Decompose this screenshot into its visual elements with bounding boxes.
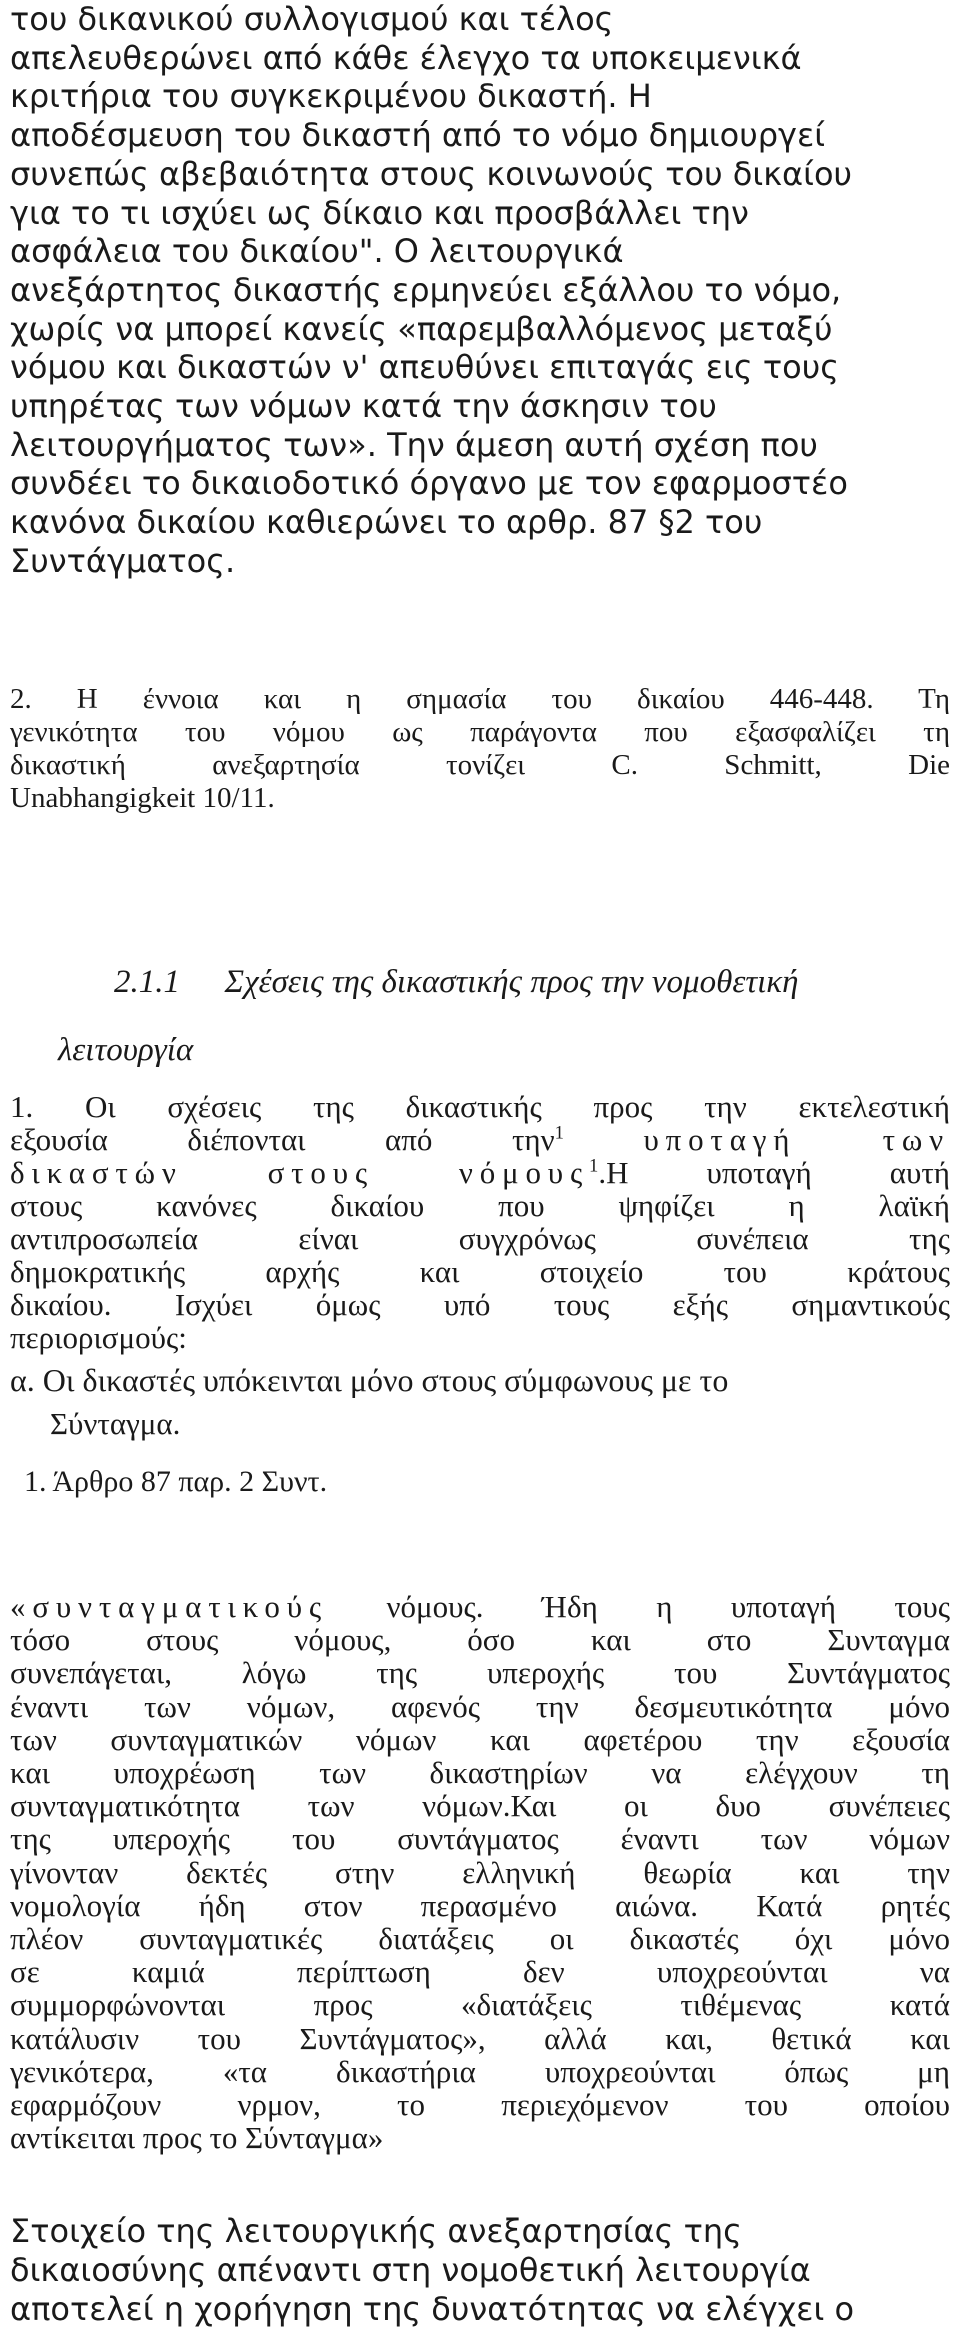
- body-line: 1. Οι σχέσεις της δικαστικής προς την εκτελεστική: [10, 1089, 950, 1124]
- body-line: δικαίου. Ισχύει όμως υπό τους εξής σημαντικούς: [10, 1287, 950, 1322]
- bottom-paragraph: [10, 1590, 950, 2154]
- section-title-cont: λειτουργία: [58, 1032, 194, 1068]
- footnote-line: 2. Η έννοια και η σημασία του δικαίου 446-448. Τη: [10, 683, 950, 715]
- body-line: συνταγματικότητα των νόμων.Και οι δυο συνέπειες: [10, 1788, 950, 1824]
- text-line: νόμου και δικαστών ν' απευθύνει επιταγάς εις τους: [10, 348, 840, 387]
- text-line: δικαιοσύνης απέναντι στη νομοθετική λειτουργία: [10, 2251, 811, 2289]
- text-line: απελευθερώνει από κάθε έλεγχο τα υποκειμενικά: [10, 38, 802, 77]
- section-heading: [10, 952, 950, 1080]
- final-paragraph: [10, 2212, 950, 2329]
- body-line: συνεπάγεται, λόγω της υπεροχής του Συντάγματος: [10, 1655, 950, 1691]
- footnote-line: Unabhangigkeit 10/11.: [10, 782, 275, 814]
- text-line: Στοιχείο της λειτουργικής ανεξαρτησίας της: [10, 2212, 742, 2250]
- text-line: υπηρέτας των νόμων κατά την άσκησιν του: [10, 387, 717, 426]
- text-line: του δικανικού συλλογισμού και τέλος: [10, 0, 614, 38]
- text-line: συνδέει το δικαιοδοτικό όργανο με τον εφαρμοστέο: [10, 464, 848, 503]
- text-line: κανόνα δικαίου καθιερώνει το αρθρ. 87 §2 του: [10, 503, 763, 542]
- footnote-line: γενικότητα του νόμου ως παράγοντα που εξασφαλίζει τη: [10, 716, 950, 748]
- body-line: αντίκειται προς το Σύνταγμα»: [10, 2120, 384, 2156]
- body-line: δημοκρατικής αρχής και στοιχείο του κράτους: [10, 1254, 950, 1289]
- body-line: τόσο στους νόμους, όσο και στο Συνταγμα: [10, 1622, 950, 1658]
- body-line: έναντι των νόμων, αφενός την δεσμευτικότητα μόνο: [10, 1688, 950, 1724]
- footnote-ref: 1: [554, 1122, 564, 1144]
- body-line: κατάλυσιν του Συντάγματος», αλλά και, θετικά και: [10, 2020, 950, 2056]
- text-line: κριτήρια του συγκεκριμένου δικαστή. Η: [10, 77, 652, 116]
- text-line: ασφάλεια του δικαίου". Ο λειτουργικά: [10, 232, 624, 271]
- footnote-line: δικαστική ανεξαρτησία τονίζει C. Schmitt, Die: [10, 749, 950, 781]
- body-line: Σύνταγμα.: [50, 1406, 181, 1441]
- body-line: στους κανόνες δικαίου που ψηφίζει η λαϊκή: [10, 1188, 950, 1223]
- heading-line-1: [10, 952, 950, 1012]
- body-line: πλέον συνταγματικές διατάξεις οι δικαστές όχι μόνο: [10, 1921, 950, 1957]
- footnote-2: [10, 683, 950, 815]
- text-line: Συντάγματος.: [10, 541, 236, 580]
- body-line: α. Οι δικαστές υπόκεινται μόνο στους σύμφωνους με το: [10, 1362, 729, 1398]
- text-line: χωρίς να μπορεί κανείς «παρεμβαλλόμενος μεταξύ: [10, 309, 833, 348]
- body-line: και υποχρέωση των δικαστηρίων να ελέγχουν τη: [10, 1755, 950, 1791]
- section-body: [10, 1090, 950, 1440]
- body-line: της υπεροχής του συντάγματος έναντι των νόμων: [10, 1821, 950, 1857]
- section-number: 2.1.1: [114, 964, 180, 1000]
- body-line: περιορισμούς:: [10, 1320, 187, 1355]
- body-line: γίνονταν δεκτές στην ελληνική θεωρία και την: [10, 1854, 950, 1890]
- body-line: εφαρμόζουν νρμον, το περιεχόμενον του οποίου: [10, 2087, 950, 2123]
- body-line: αντιπροσωπεία είναι συγχρόνως συνέπεια της: [10, 1221, 950, 1256]
- body-line: «συνταγματικούς νόμους. Ήδη η υποταγή τους: [10, 1589, 950, 1624]
- text-line: συνεπώς αβεβαιότητα στους κοινωνούς του δικαίου: [10, 154, 853, 193]
- text-line: για το τι ισχύει ως δίκαιο και προσβάλλει την: [10, 193, 749, 232]
- body-line: σε καμιά περίπτωση δεν υποχρεούνται να: [10, 1954, 950, 1990]
- body-line: εξουσία διέπονται από την$^1$ υποταγή των: [10, 1122, 950, 1157]
- body-line: γενικότερα, «τα δικαστήρια υποχρεούνται όπως μη: [10, 2053, 950, 2089]
- text-line: αποδέσμευση του δικαστή από το νόμο δημιουργεί: [10, 116, 826, 155]
- footnote-line: 1. Άρθρο 87 παρ. 2 Συντ.: [24, 1465, 328, 1498]
- body-line: συμμορφώνονται προς «διατάξεις τιθέμενας κατά: [10, 1987, 950, 2023]
- top-paragraph: [10, 0, 950, 581]
- body-line: νομολογία ήδη στον περασμένο αιώνα. Κατά ρητές: [10, 1887, 950, 1923]
- body-line: δικαστών στους νόμους$^1$.Η υποταγή αυτή: [10, 1155, 950, 1190]
- footnote-ref: 1: [589, 1155, 599, 1177]
- text-line: αποτελεί η χορήγηση της δυνατότητας να ελέγχει ο: [10, 2290, 855, 2328]
- footnote-1: [24, 1465, 960, 1499]
- text-line: ανεξάρτητος δικαστής ερμηνεύει εξάλλου το νόμο,: [10, 270, 842, 309]
- section-title: Σχέσεις της δικαστικής προς την νομοθετική: [224, 964, 799, 1000]
- body-line: των συνταγματικών νόμων και αφετέρου την εξουσία: [10, 1721, 950, 1757]
- text-line: λειτουργήματος των». Την άμεση αυτή σχέση που: [10, 425, 818, 464]
